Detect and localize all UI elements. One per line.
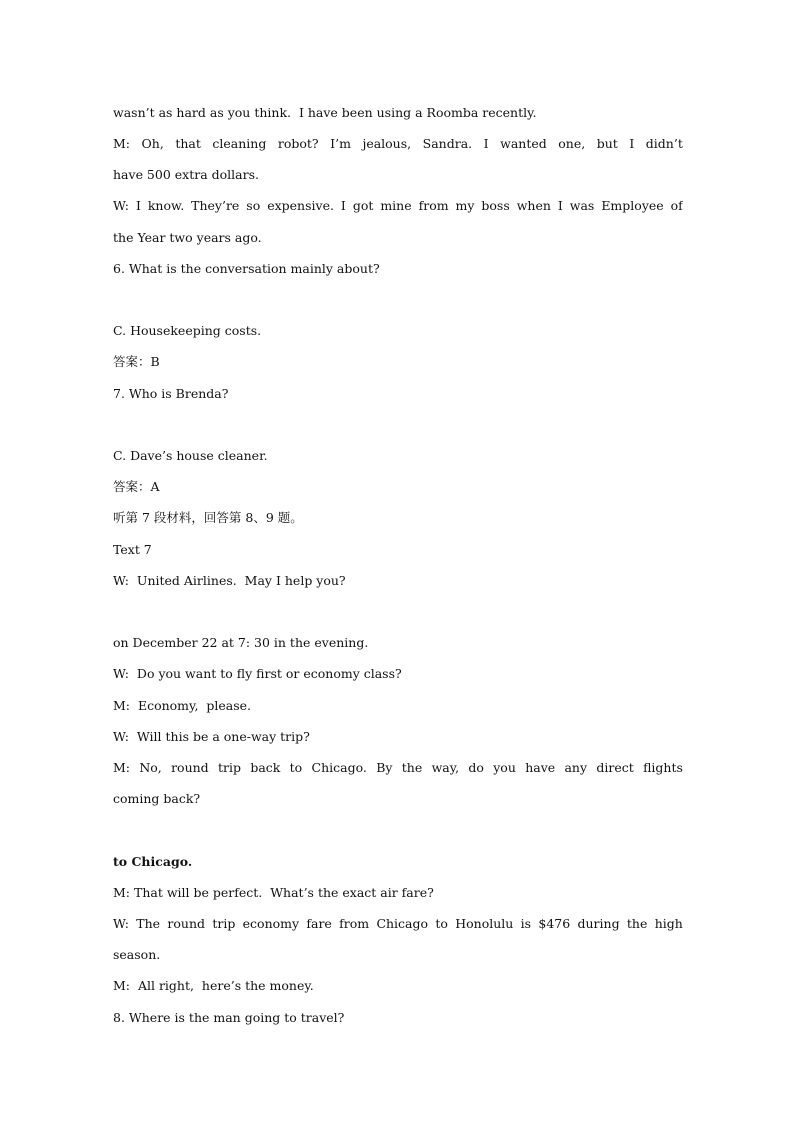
dialogue-line: the Year two years ago. [113, 230, 262, 245]
word: my [455, 198, 475, 213]
word: the [401, 760, 423, 775]
word: M: [113, 760, 131, 775]
dialogue-line-man: M: Economy, please. [113, 698, 251, 713]
dialogue-line-woman [113, 195, 683, 217]
word: way, [431, 760, 460, 775]
word: know. [147, 198, 185, 213]
word: Honolulu [455, 916, 514, 931]
word: but [596, 136, 618, 151]
question-8: 8. Where is the man going to travel? [113, 1010, 345, 1025]
dialogue-line-woman: W: Will this be a one-way trip? [113, 729, 310, 744]
word: flights [643, 760, 683, 775]
word: fare [306, 916, 332, 931]
word: I [340, 198, 346, 213]
word: is [520, 916, 532, 931]
word: expensive. [267, 198, 334, 213]
dialogue-line-man: M: That will be perfect. What’s the exact air fare? [113, 885, 434, 900]
word: trip [218, 760, 241, 775]
word: I [135, 198, 141, 213]
word: cleaning [212, 136, 267, 151]
word: round [171, 760, 209, 775]
word: that [175, 136, 201, 151]
word: was [569, 198, 595, 213]
dialogue-line-man [113, 601, 683, 623]
word: The [136, 916, 161, 931]
dialogue-line-man: M: All right, here’s the money. [113, 978, 314, 993]
word: during [577, 916, 620, 931]
word: to [435, 916, 448, 931]
word: They’re [191, 198, 240, 213]
dialogue-line-woman: W: Do you want to fly first or economy class? [113, 666, 402, 681]
word: didn’t [645, 136, 683, 151]
word: Sandra. [422, 136, 473, 151]
dialogue-line-man [113, 133, 683, 155]
word: W: [113, 198, 129, 213]
word: have [525, 760, 556, 775]
word: I [557, 198, 563, 213]
word: Chicago. [311, 760, 367, 775]
dialogue-line: on December 22 at 7: 30 in the evening. [113, 635, 369, 650]
word: to [289, 760, 303, 775]
dialogue-line: wasn’t as hard as you think. I have been using a Roomba recently. [113, 105, 537, 120]
dialogue-line-woman [113, 819, 683, 841]
word: back [250, 760, 281, 775]
word: jealous, [362, 136, 412, 151]
word: economy [242, 916, 300, 931]
answer-6: 答案：B [113, 354, 160, 369]
word: when [516, 198, 551, 213]
word: direct [596, 760, 634, 775]
word: $476 [538, 916, 571, 931]
question-6: 6. What is the conversation mainly about? [113, 261, 380, 276]
word: I [629, 136, 635, 151]
word: trip [212, 916, 236, 931]
word: W: [113, 916, 129, 931]
option-c: C. Dave’s house cleaner. [113, 448, 268, 463]
word: boss [481, 198, 510, 213]
option-c: C. Housekeeping costs. [113, 323, 262, 338]
word: mine [380, 198, 412, 213]
word: of [670, 198, 683, 213]
word: round [167, 916, 206, 931]
question-7: 7. Who is Brenda? [113, 386, 229, 401]
text-heading: Text 7 [113, 542, 152, 557]
word: do [468, 760, 484, 775]
dialogue-line-woman [113, 913, 683, 935]
dialogue-line: coming back? [113, 791, 201, 806]
word: I’m [330, 136, 351, 151]
word: Chicago [376, 916, 429, 931]
word: the [626, 916, 648, 931]
answer-7: 答案：A [113, 479, 160, 494]
section-instruction: 听第 7 段材料，回答第 8、9 题。 [113, 510, 303, 525]
word: I [483, 136, 489, 151]
dialogue-line-man [113, 757, 683, 779]
word: from [418, 198, 449, 213]
dialogue-line: season. [113, 947, 161, 962]
word: so [246, 198, 261, 213]
word: wanted [500, 136, 547, 151]
word: any [564, 760, 588, 775]
question-7-options-row [113, 414, 683, 436]
word: robot? [277, 136, 319, 151]
dialogue-line: have 500 extra dollars. [113, 167, 259, 182]
word: By [376, 760, 393, 775]
word: Employee [601, 198, 664, 213]
question-6-options-row [113, 289, 683, 311]
word: you [493, 760, 516, 775]
dialogue-line-woman: W: United Airlines. May I help you? [113, 573, 346, 588]
key-phrase-continued: to Chicago. [113, 854, 193, 869]
word: one, [558, 136, 586, 151]
word: high [654, 916, 683, 931]
word: Oh, [141, 136, 164, 151]
word: M: [113, 136, 131, 151]
word: from [339, 916, 370, 931]
word: No, [139, 760, 162, 775]
word: got [352, 198, 374, 213]
